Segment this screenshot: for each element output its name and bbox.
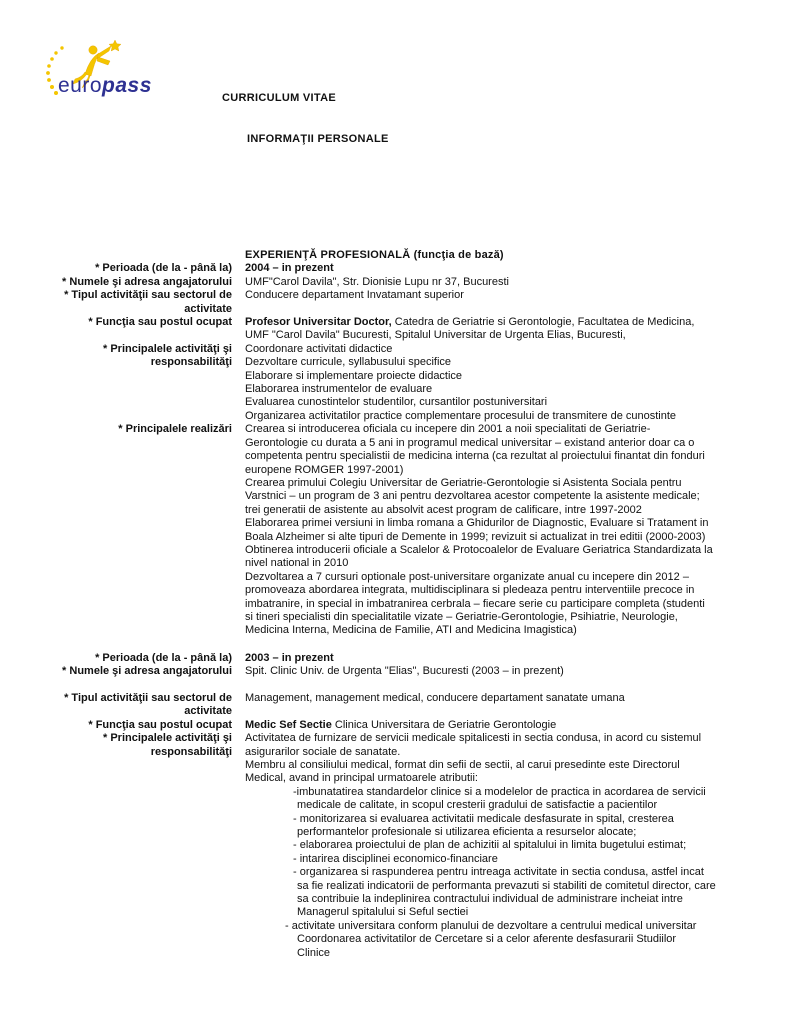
- value-employer-job2: Spit. Clinic Univ. de Urgenta "Elias", Bucuresti (2003 – in prezent): [245, 665, 564, 678]
- field-label-position: * Funcţia sau postul ocupat: [88, 316, 232, 329]
- row-activity-type-job1: [40, 289, 775, 316]
- position-title-rest: Catedra de Geriatrie si Gerontologie, Facultatea de Medicina,: [391, 316, 695, 329]
- logo-text-euro: euro: [58, 74, 103, 97]
- value-position-job1: [232, 316, 775, 343]
- achievement-line: competenta pentru specialistii de medicina interna (ca rezultat al proiectului finantat din fonduri: [245, 450, 705, 463]
- field-label-position: * Funcţia sau postul ocupat: [88, 718, 232, 731]
- europass-logo: [45, 40, 160, 102]
- position-title-rest: Clinica Universitara de Geriatrie Gerontologie: [331, 718, 557, 731]
- field-label-activities: * Principalele activităţi şi responsabilităţi: [102, 342, 232, 369]
- activity-line: Organizarea activitatilor practice complementare procesului de transmitere de cunostinte: [245, 409, 677, 422]
- achievement-line: Gerontologie cu durata a 5 ani in programul medical universitar – existand anterior doar ca o: [245, 436, 695, 449]
- activity-bullet-line: -imbunatatirea standardelor clinice si a modelelor de practica in acordarea de servicii: [293, 785, 706, 798]
- achievement-line: Varstnici – un program de 3 ani pentru dezvoltarea acestor competente la asistente medicale;: [245, 490, 700, 503]
- activity-bullet-line: Coordonarea activitatilor de Cercetare si a celor aferente desfasurarii Studiilor: [297, 933, 677, 946]
- activity-line: Dezvoltare curricule, syllabusului specifice: [245, 356, 452, 369]
- row-activities-job1: [40, 343, 775, 423]
- achievement-line: Crearea si introducerea oficiala cu incepere din 2001 a noii specialitati de Geriatrie-: [245, 423, 651, 436]
- activity-bullet-line: medicale de calitate, in scopul cresterii gradului de satisfactie a pacientilor: [297, 799, 658, 812]
- achievement-line: Crearea primului Colegiu Universitar de Geriatrie-Gerontologie si Asistenta Sociala pentru: [245, 476, 682, 489]
- activity-bullet-line: - elaborarea proiectului de plan de achizitii al spitalului in limita bugetului estimat;: [293, 839, 687, 852]
- value-employer-job1: UMF"Carol Davila", Str. Dionisie Lupu nr 37, Bucuresti: [245, 275, 509, 288]
- activity-bullet-line: sa contribuie la indeplinirea contractului individual de administrare incheiat intre: [297, 893, 683, 906]
- value-activities-job2: [232, 732, 775, 960]
- row-activity-type-job2: [40, 692, 775, 719]
- value-period-job1: 2004 – in prezent: [245, 262, 334, 275]
- field-label-period: * Perioada (de la - până la): [95, 651, 232, 664]
- value-activities-job1: [232, 343, 775, 423]
- activity-bullet-line: - monitorizarea si evaluarea activitatii medicale desfasurate in spital, cresterea: [293, 812, 674, 825]
- row-activities-job2: [40, 732, 775, 960]
- achievement-line: Dezvoltarea a 7 cursuri optionale post-universitare organizate anual cu incepere din 2012 –: [245, 570, 689, 583]
- activity-line: Evaluarea cunostintelor studentilor, cursantilor postuniversitari: [245, 396, 548, 409]
- activity-bullet-line: - intarirea disciplinei economico-financiare: [293, 852, 498, 865]
- activity-line: Membru al consiliului medical, format din sefii de sectii, al carui presedinte este Directorul: [245, 759, 680, 772]
- activity-line: Medical, avand in principal urmatoarele atributii:: [245, 772, 478, 785]
- experience-heading: EXPERIENŢĂ PROFESIONALĂ (funcţia de bază): [245, 249, 504, 261]
- logo-text-pass: pass: [102, 74, 152, 97]
- position-title-line2: UMF "Carol Davila" Bucuresti, Spitalul Universitar de Urgenta Elias, Bucuresti,: [245, 329, 626, 342]
- row-experience-heading: [40, 249, 775, 262]
- achievement-line: promoveaza abordarea integrata, multidisciplinara si pledeaza pentru interventiile precoce in: [245, 584, 695, 597]
- achievement-line: Obtinerea introducerii oficiale a Scalelor & Protocoalelor de Evaluare Geriatrica Standardizata la: [245, 543, 713, 556]
- achievement-line: imbatranire, in special in imbatranirea cerbrala – fiecare serie cu participare completa (studenti: [245, 597, 705, 610]
- activity-line: Activitatea de furnizare de servicii medicale spitalicesti in sectia condusa, in acord cu sistemul: [245, 732, 702, 745]
- position-title-bold: Medic Sef Sectie: [245, 718, 332, 731]
- row-position-job2: [40, 719, 775, 732]
- row-employer-job1: [40, 276, 775, 289]
- value-activity-type-job1: Conducere departament Invatamant superior: [245, 289, 464, 302]
- achievement-line: Medicina Interna, Medicina de Familie, ATI and Medicina Imagistica): [245, 624, 577, 637]
- field-label-activity-type: * Tipul activităţii sau sectorul de activitate: [64, 691, 232, 718]
- field-label-activities: * Principalele activităţi şi responsabilităţi: [102, 732, 232, 758]
- achievement-line: nivel national in 2010: [245, 557, 349, 570]
- activity-bullet-line: sa fie realizati indicatorii de performanta prevazuti si stabiliti de comitetul director, care: [297, 879, 716, 892]
- row-period-job2: [40, 652, 775, 665]
- value-period-job2: 2003 – in prezent: [245, 651, 334, 664]
- field-label-employer: * Numele şi adresa angajatorului: [62, 665, 232, 678]
- achievement-line: europene ROMGER 1997-2001): [245, 463, 404, 476]
- blank-line: [40, 679, 775, 692]
- achievement-line: Elaborarea primei versiuni in limba romana a Ghidurilor de Diagnostic, Evaluare si Tratament in: [245, 517, 709, 530]
- activity-line: asigurarilor sociale de sanatate.: [245, 745, 401, 758]
- activity-line: Elaborarea instrumentelor de evaluare: [245, 383, 433, 396]
- row-position-job1: [40, 316, 775, 343]
- achievement-line: si tineri specialisti din specialitatile vizate – Geriatrie-Gerontologie, Psihiatrie, Neurologie,: [245, 610, 678, 623]
- activity-bullet-line: Managerul spitalului si Seful sectiei: [297, 906, 469, 919]
- activity-bullet-line: performantelor profesionale si utilizarea eficienta a resurselor alocate;: [297, 826, 637, 839]
- achievement-line: trei generatii de asistente au absolvit acest program de calificare, intre 1997-2002: [245, 503, 642, 516]
- activity-bullet-line: - activitate universitara conform planului de dezvoltare a centrului medical universitar: [285, 919, 697, 932]
- value-position-job2: [232, 719, 775, 732]
- achievement-line: Boala Alzheimer si alte tipuri de Demente in 1999; revizuit si actualizat in trei editii (2000-2003): [245, 530, 706, 543]
- europass-wordmark: [58, 74, 152, 98]
- row-period-job1: [40, 262, 775, 275]
- field-label-employer: * Numele şi adresa angajatorului: [62, 275, 232, 288]
- cv-body: [40, 249, 775, 960]
- document-title: CURRICULUM VITAE: [222, 92, 336, 104]
- row-achievements-job1: [40, 423, 775, 638]
- activity-line: Coordonare activitati didactice: [245, 342, 393, 355]
- position-title-bold: Profesor Universitar Doctor,: [245, 316, 392, 329]
- activity-bullet-line: Clinice: [297, 946, 331, 959]
- value-achievements-job1: [232, 423, 775, 638]
- field-label-achievements: * Principalele realizări: [118, 423, 232, 436]
- value-activity-type-job2: Management, management medical, conducere departament sanatate umana: [245, 691, 625, 704]
- row-employer-job2: [40, 665, 775, 678]
- field-label-period: * Perioada (de la - până la): [95, 262, 232, 275]
- activity-line: Elaborare si implementare proiecte didactice: [245, 369, 463, 382]
- field-label-activity-type: * Tipul activităţii sau sectorul de activitate: [64, 289, 232, 315]
- activity-bullet-line: - organizarea si raspunderea pentru intreaga activitate in sectia condusa, astfel incat: [293, 866, 704, 879]
- personal-info-heading: INFORMAŢII PERSONALE: [247, 133, 389, 145]
